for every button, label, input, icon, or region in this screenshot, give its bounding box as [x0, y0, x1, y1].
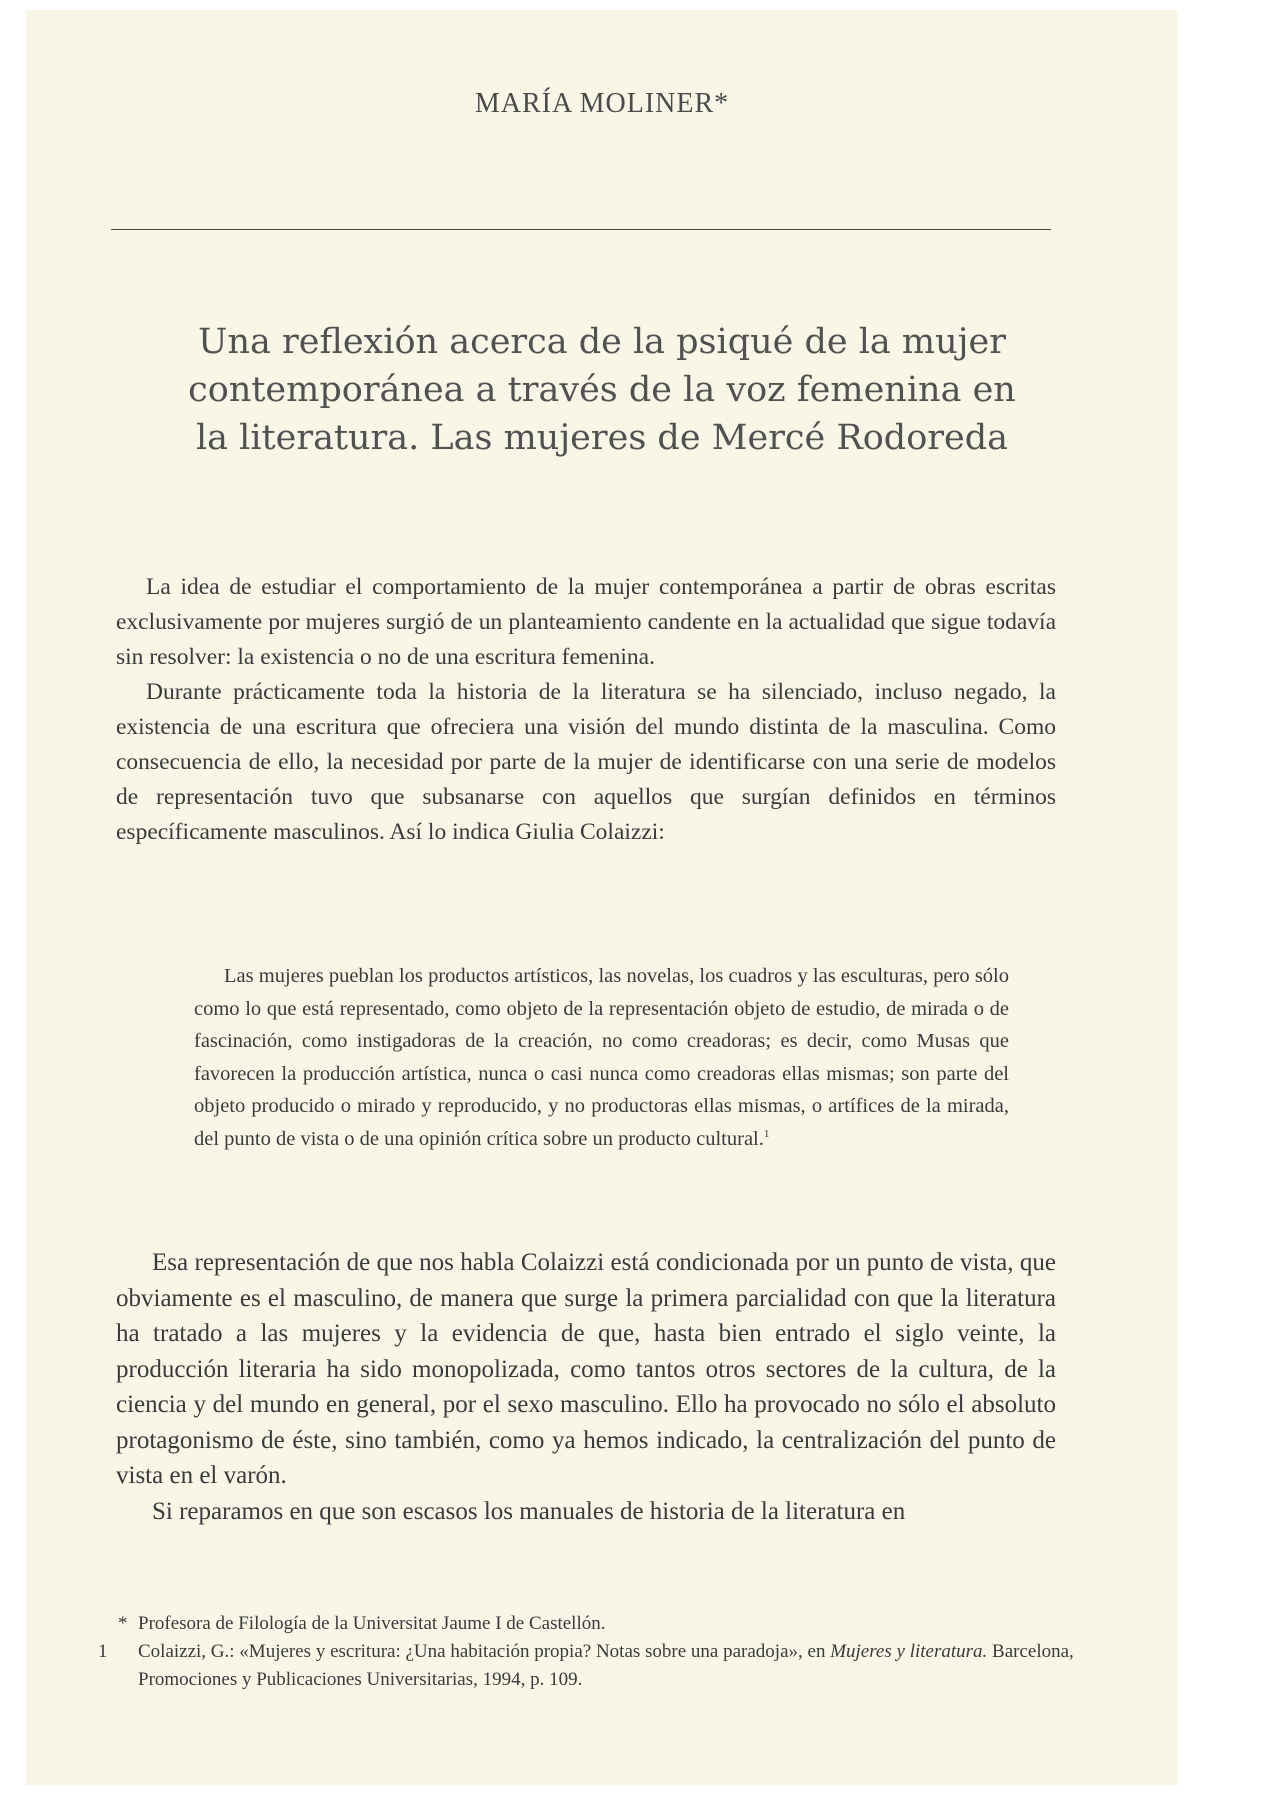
title-line: Una reflexión acerca de la psiqué de la mujer: [198, 322, 1006, 362]
block-quote: [194, 960, 1009, 1155]
quote-text: Las mujeres pueblan los productos artísticos, las novelas, los cuadros y las esculturas, pero sólo como lo que está representado, como objeto de la representación objeto de estudio, de mirada o de fascinación, como instigadoras de la creación, no como creadoras; es decir, como Musas que favorecen la producción artística, nunca o casi nunca como creadoras ellas mismas; son parte del objeto producido o mirado y reproducido, y no productoras ellas mismas, o artífices de la mirada, del punto de vista o de una opinión crítica sobre un producto cultural.: [194, 965, 1009, 1150]
footnotes: [98, 1610, 1096, 1694]
footnote-text: Profesora de Filología de la Universitat Jaume I de Castellón.: [138, 1613, 606, 1634]
header-rule: [111, 229, 1051, 230]
title-line: la literatura. Las mujeres de Mercé Rodoreda: [195, 418, 1008, 458]
footnote-ref: 1: [763, 1127, 770, 1140]
body-text-intro: [116, 570, 1056, 850]
footnote-1: [98, 1638, 1096, 1694]
footnote-book-title: Mujeres y literatura.: [830, 1641, 988, 1662]
title-line: contemporánea a través de la voz femenina en: [188, 370, 1016, 410]
footnote-mark: 1: [98, 1641, 108, 1662]
article-title: [26, 318, 1178, 462]
scanned-page: [26, 10, 1178, 1785]
paragraph: La idea de estudiar el comportamiento de la mujer contemporánea a partir de obras escritas exclusivamente por mujeres surgió de un planteamiento candente en la actualidad que sigue todavía sin resolver: la existencia o no de una escritura femenina.: [116, 574, 1056, 670]
footnote-text: Colaizzi, G.: «Mujeres y escritura: ¿Una habitación propia? Notas sobre una paradoja», en: [138, 1641, 831, 1662]
author-name: MARÍA MOLINER*: [474, 88, 730, 119]
footnote-author: [118, 1610, 1096, 1638]
footnote-mark: *: [118, 1613, 128, 1634]
paragraph: Durante prácticamente toda la historia de la literatura se ha silenciado, incluso negado, la existencia de una escritura que ofreciera una visión del mundo distinta de la masculina. Como consecuencia de ello, la necesidad por parte de la mujer de identificarse con una serie de modelos de representación tuvo que subsanarse con aquellos que surgían definidos en términos específicamente masculinos. Así lo indica Giulia Colaizzi:: [116, 679, 1056, 845]
paragraph: Esa representación de que nos habla Colaizzi está condicionada por un punto de vista, que obviamente es el masculino, de manera que surge la primera parcialidad con que la literatura ha tratado a las mujeres y la evidencia de que, hasta bien entrado el siglo veinte, la producción literaria ha sido monopolizada, como tantos otros sectores de la cultura, de la ciencia y del mundo en general, por el sexo masculino. Ello ha provocado no sólo el absoluto protagonismo de éste, sino también, como ya hemos indicado, la centralización del punto de vista en el varón.: [116, 1249, 1056, 1489]
paragraph: Si reparamos en que son escasos los manuales de historia de la literatura en: [152, 1497, 906, 1525]
body-text-continued: [116, 1245, 1056, 1529]
footnote-text: Barcelona, Promociones y Publicaciones Universitarias, 1994, p. 109.: [138, 1641, 1074, 1690]
